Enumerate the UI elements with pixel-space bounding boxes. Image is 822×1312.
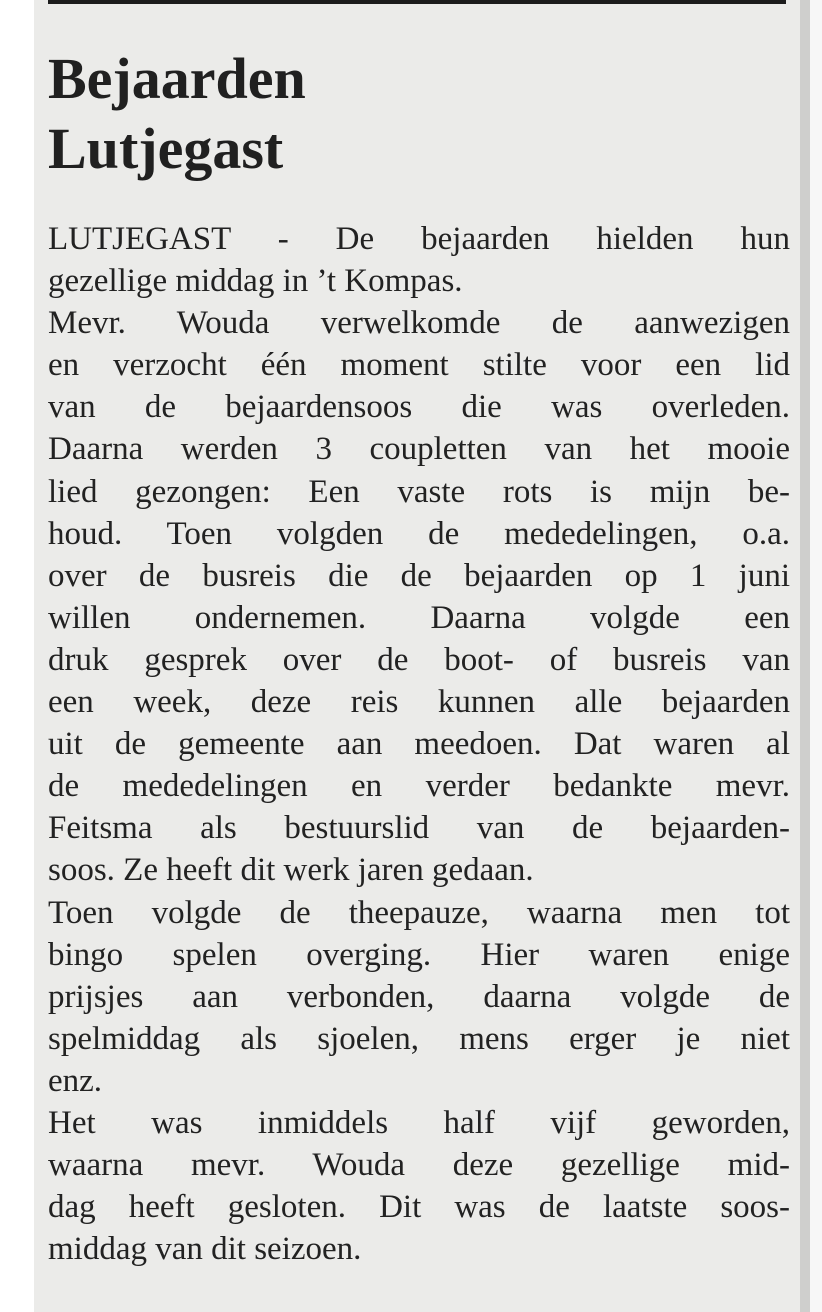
body-line: druk gesprek over de boot- of busreis van [48, 641, 790, 678]
body-line: middag van dit seizoen. [48, 1231, 362, 1268]
body-line: en verzocht één moment stilte voor een lid [48, 347, 790, 384]
body-line: soos. Ze heeft dit werk jaren gedaan. [48, 852, 534, 889]
top-rule [48, 0, 786, 4]
clipping-right-border [800, 0, 810, 1312]
body-line: bingo spelen overging. Hier waren enige [48, 936, 790, 973]
body-line: van de bejaardensoos die was overleden. [48, 389, 790, 426]
body-line: LUTJEGAST - De bejaarden hielden hun [48, 221, 790, 257]
headline-line-1: Bejaarden [48, 46, 306, 111]
body-line: een week, deze reis kunnen alle bejaarden [48, 684, 790, 721]
body-line: uit de gemeente aan meedoen. Dat waren al [48, 726, 790, 763]
body-line: houd. Toen volgden de mededelingen, o.a. [48, 515, 790, 552]
article-body [48, 218, 790, 1270]
body-line: gezellige middag in ’t Kompas. [48, 263, 463, 300]
headline-line-2: Lutjegast [48, 116, 284, 181]
body-line: Toen volgde de theepauze, waarna men tot [48, 894, 790, 931]
body-line: lied gezongen: Een vaste rots is mijn be- [48, 473, 790, 510]
body-line: Het was inmiddels half vijf geworden, [48, 1104, 790, 1141]
body-line: Daarna werden 3 coupletten van het mooie [48, 431, 790, 468]
body-line: prijsjes aan verbonden, daarna volgde de [48, 978, 790, 1015]
body-line: over de busreis die de bejaarden op 1 juni [48, 557, 790, 594]
body-line: Feitsma als bestuurslid van de bejaarden- [48, 810, 790, 847]
body-line: willen ondernemen. Daarna volgde een [48, 599, 790, 636]
body-line: dag heeft gesloten. Dit was de laatste soos- [48, 1189, 790, 1226]
body-line: enz. [48, 1062, 103, 1099]
body-line: waarna mevr. Wouda deze gezellige mid- [48, 1147, 790, 1184]
body-line: spelmiddag als sjoelen, mens erger je niet [48, 1020, 790, 1057]
body-line: de mededelingen en verder bedankte mevr. [48, 768, 790, 805]
body-line: Mevr. Wouda verwelkomde de aanwezigen [48, 305, 790, 342]
article-headline [48, 44, 306, 184]
scan-edge [810, 0, 822, 1312]
